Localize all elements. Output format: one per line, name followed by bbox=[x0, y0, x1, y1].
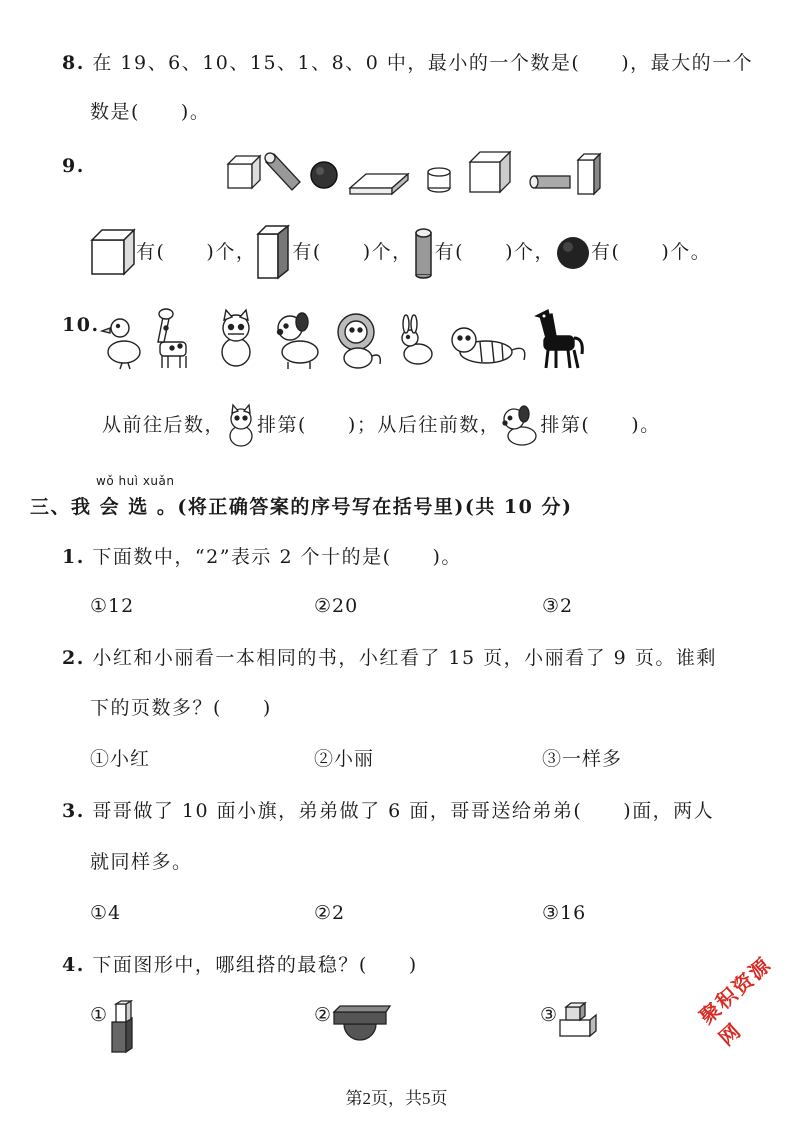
option: ①小红 bbox=[90, 748, 151, 770]
option: ③一样多 bbox=[542, 748, 623, 770]
question-text: 下面图形中，哪组搭的最稳？( ) bbox=[92, 954, 418, 976]
question-text: 排第( )；从后往前数， bbox=[257, 414, 501, 436]
mc2-stem-line1 bbox=[62, 645, 717, 671]
page-number: 第2页，共5页 bbox=[345, 1089, 448, 1108]
mc1-stem bbox=[62, 544, 462, 570]
q10-number bbox=[62, 312, 100, 338]
question-number: 4. bbox=[62, 954, 85, 976]
cylinder-icon bbox=[265, 153, 300, 190]
question-number: 2. bbox=[62, 647, 85, 669]
duck-icon bbox=[102, 319, 140, 369]
watermark: 聚积资源网 bbox=[694, 952, 777, 1051]
ball-icon bbox=[311, 162, 337, 188]
mc2-stem-line2: 下的页数多？( ) bbox=[90, 697, 272, 719]
question-text: 排第( )。 bbox=[540, 414, 661, 436]
q8-line1 bbox=[62, 50, 753, 76]
cuboid-icon bbox=[578, 154, 600, 194]
stacked-cuboids-icon bbox=[108, 1000, 138, 1056]
board-on-ball-icon bbox=[332, 1002, 392, 1050]
q8-line2: 数是( )。 bbox=[90, 101, 211, 123]
option: ③ bbox=[540, 1004, 559, 1026]
q10-animals-row bbox=[100, 306, 590, 372]
blank-text: 有( )个， bbox=[434, 241, 555, 263]
rabbit-icon bbox=[402, 315, 432, 364]
lion-icon bbox=[338, 314, 380, 368]
option: ③2 bbox=[542, 595, 574, 617]
question-number: 1. bbox=[62, 546, 85, 568]
option: ① bbox=[90, 1004, 109, 1026]
option: ③16 bbox=[542, 902, 587, 924]
option: ② bbox=[314, 1004, 333, 1026]
ball-icon bbox=[555, 233, 591, 273]
cube-icon bbox=[228, 156, 260, 188]
question-number: 10. bbox=[62, 314, 100, 336]
cuboid-icon bbox=[256, 226, 292, 280]
blank-text: 有( )个， bbox=[136, 241, 257, 263]
q9-answer-row bbox=[90, 226, 711, 278]
stacked-cubes-icon bbox=[558, 1000, 598, 1042]
mc4-stem bbox=[62, 952, 418, 978]
q9-shapes-row bbox=[222, 150, 612, 198]
question-number: 8. bbox=[62, 52, 85, 74]
section-pinyin: wǒ huì xuǎn bbox=[96, 474, 175, 488]
question-text: 下面数中，“2”表示 2 个十的是( )。 bbox=[92, 546, 462, 568]
mc3-stem-line1 bbox=[62, 798, 714, 824]
option: ②小丽 bbox=[314, 748, 375, 770]
option: ②20 bbox=[314, 595, 359, 617]
horse-icon bbox=[536, 310, 582, 368]
cylinder-icon bbox=[428, 168, 450, 192]
giraffe-icon bbox=[158, 309, 186, 368]
blank-text: 有( )个， bbox=[292, 241, 413, 263]
cuboid-icon bbox=[350, 174, 408, 194]
cube-icon bbox=[90, 228, 136, 278]
tiger-icon bbox=[452, 328, 525, 363]
dog-icon bbox=[278, 313, 319, 369]
question-text: 在 19、6、10、15、1、8、0 中，最小的一个数是( )，最大的一个 bbox=[92, 52, 754, 74]
cube-icon bbox=[470, 152, 510, 192]
question-number: 9. bbox=[62, 155, 85, 177]
q10-question bbox=[102, 402, 661, 448]
dog-icon bbox=[500, 404, 540, 448]
option: ②2 bbox=[314, 902, 346, 924]
question-text: 小红和小丽看一本相同的书，小红看了 15 页，小丽看了 9 页。谁剩 bbox=[92, 647, 717, 669]
section-heading: 三、我 会 选 。(将正确答案的序号写在括号里)(共 10 分) bbox=[30, 496, 573, 518]
cylinder-icon bbox=[530, 176, 570, 188]
mc3-stem-line2: 就同样多。 bbox=[90, 851, 193, 873]
blank-text: 有( )个。 bbox=[590, 241, 712, 263]
question-text: 从前往后数， bbox=[102, 414, 226, 436]
cat-icon bbox=[222, 310, 250, 366]
option: ①4 bbox=[90, 902, 122, 924]
option: ①12 bbox=[90, 595, 135, 617]
question-number: 3. bbox=[62, 800, 85, 822]
question-text: 哥哥做了 10 面小旗，弟弟做了 6 面，哥哥送给弟弟( )面，两人 bbox=[92, 800, 715, 822]
q9-number bbox=[62, 153, 85, 179]
cat-icon bbox=[225, 404, 257, 448]
cylinder-icon bbox=[413, 227, 435, 279]
